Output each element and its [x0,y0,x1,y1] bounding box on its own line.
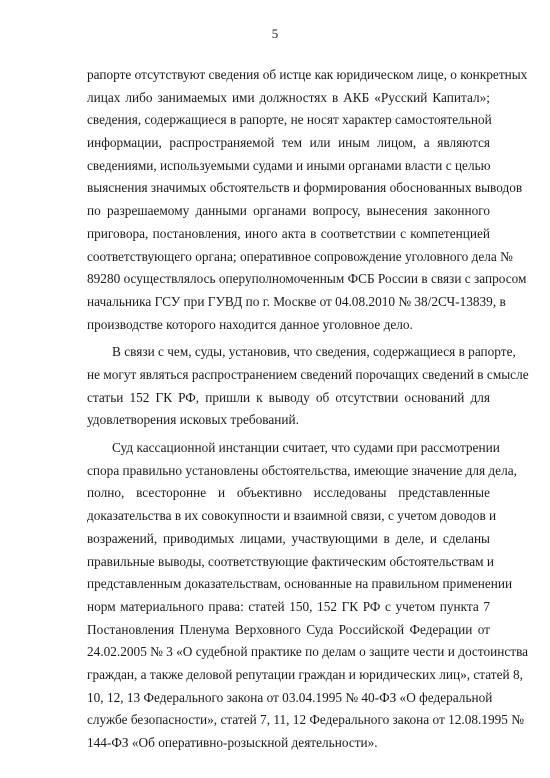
paragraph-3-line-5: возражений, приводимых лицами, участвующими в деле, и сделаны [87,530,490,546]
paragraph-3-line-4: доказательства в их совокупности и взаимной связи, с учетом доводов и [87,508,497,524]
paragraph-3-line-13: службе безопасности», статей 7, 11, 12 Федерального закона от 12.08.1995 № [87,712,524,728]
paragraph-1-line-9: соответствующего органа; оперативное сопровождение уголовного дела № [87,248,513,264]
paragraph-2-line-1: В связи с чем, суды, установив, что сведения, содержащиеся в рапорте, [112,344,516,360]
paragraph-3-line-11: граждан, а также деловой репутации граждан и юридических лиц», статей 8, [87,666,523,682]
paragraph-1-line-6: выяснения значимых обстоятельств и формирования обоснованных выводов [87,180,523,196]
paragraph-2-line-2: не могут являться распространением сведений порочащих сведений в смысле [87,367,529,382]
paragraph-3-line-8: норм материального права: статей 150, 152 ГК РФ с учетом пункта 7 [87,598,490,614]
paragraph-3-line-9: Постановления Пленума Верховного Суда Российской Федерации от [87,621,490,637]
paragraph-1-line-12: производстве которого находится данное уголовное дело. [87,316,413,332]
paragraph-1-line-10: 89280 осуществлялось оперуполномоченным ФСБ России в связи с запросом [87,271,527,287]
page-number: 5 [271,26,279,41]
paragraph-3-line-1: Суд кассационной инстанции считает, что судами при рассмотрении [112,440,500,455]
paragraph-3-line-2: спора правильно установлены обстоятельства, имеющие значение для дела, [87,462,517,478]
paragraph-3-line-14: 144-ФЗ «Об оперативно-розыскной деятельности». [87,735,378,750]
paragraph-2-line-4: удовлетворения исковых требований. [87,412,299,428]
paragraph-1-line-1: рапорте отсутствуют сведения об истце как юридическом лице, о конкретных [87,67,528,82]
paragraph-3-line-3: полно, всесторонне и объективно исследованы представленные [87,485,490,501]
paragraph-1-line-8: приговора, постановления, иного акта в соответствии с компетенцией [87,225,490,241]
paragraph-1-line-2: лицах либо занимаемых ими должностях в АКБ «Русский Капитал»; [87,89,490,105]
paragraph-1-line-3: сведения, содержащиеся в рапорте, не носят характер самостоятельной [87,112,492,128]
paragraph-1-line-7: по разрешаемому данными органами вопросу, вынесения законного [87,203,490,219]
paragraph-3-line-10: 24.02.2005 № 3 «О судебной практике по делам о защите чести и достоинства [87,644,529,660]
paragraph-1-line-5: сведениями, используемыми судами и иными органами власти с целью [87,157,491,173]
paragraph-1-line-4: информации, распространяемой тем или иным лицом, а являются [87,135,490,151]
paragraph-1-line-11: начальника ГСУ при ГУВД по г. Москве от 04.08.2010 № 38/2СЧ-13839, в [87,293,506,309]
paragraph-3-line-7: представленным доказательствам, основанные на правильном применении [87,576,513,592]
paragraph-2-line-3: статьи 152 ГК РФ, пришли к выводу об отсутствии оснований для [87,389,490,405]
paragraph-3-line-6: правильные выводы, соответствующие фактическим обстоятельствам и [87,553,494,569]
paragraph-3-line-12: 10, 12, 13 Федерального закона от 03.04.1995 № 40-ФЗ «О федеральной [87,689,493,705]
